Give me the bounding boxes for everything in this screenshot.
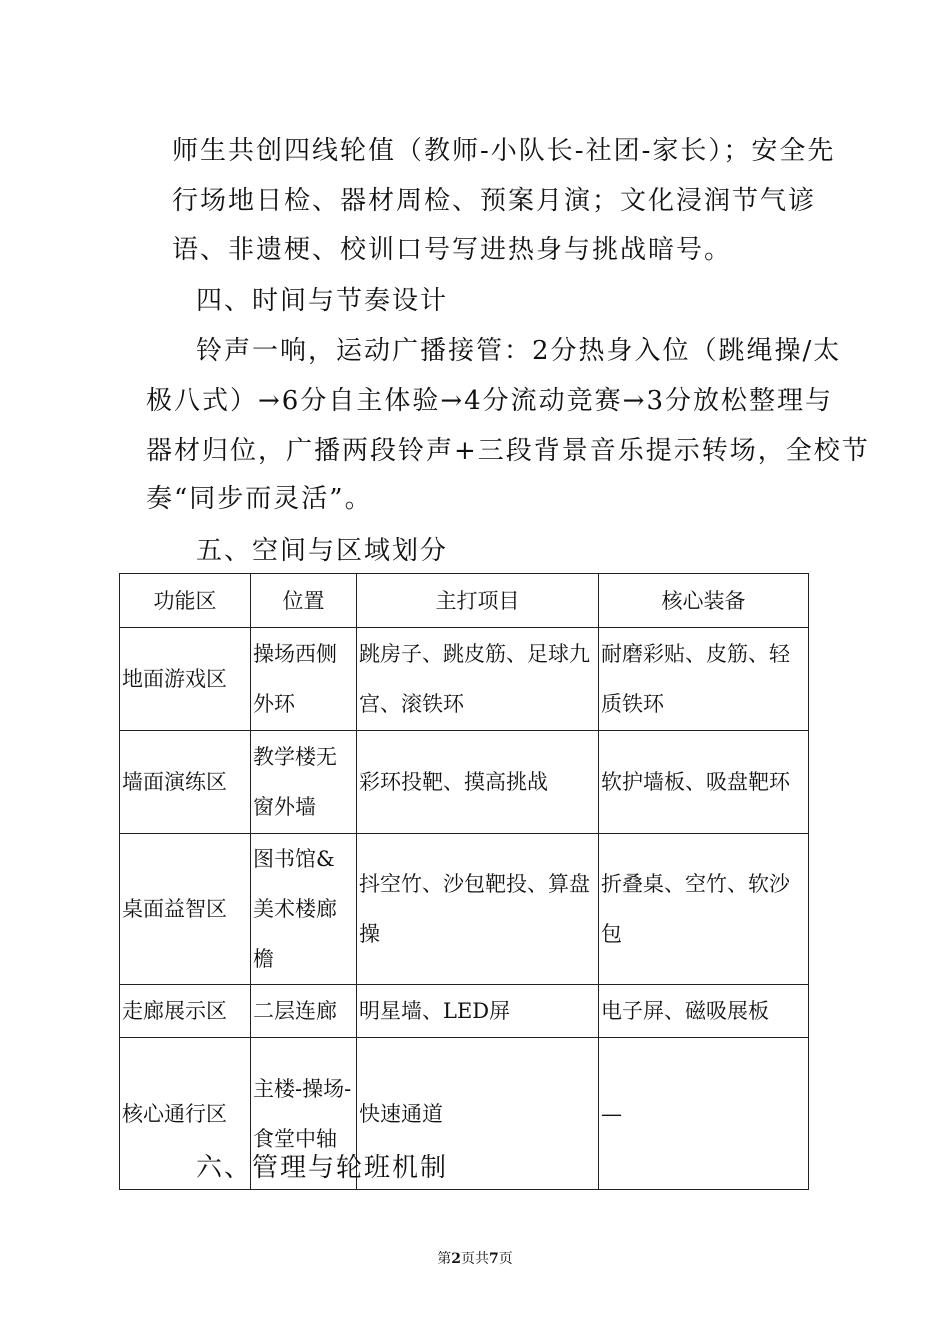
column-header: 核心装备 — [599, 574, 809, 628]
table-cell: 二层连廊 — [251, 985, 357, 1038]
table-cell: 耐磨彩贴、皮筋、轻质铁环 — [599, 628, 809, 731]
table-row — [120, 731, 809, 834]
column-header: 位置 — [251, 574, 357, 628]
column-header: 功能区 — [120, 574, 251, 628]
text-line: 铃声一响，运动广播接管：2分热身入位（跳绳操/太 — [196, 336, 842, 366]
table-cell: 核心通行区 — [120, 1038, 251, 1190]
text-line: 奏“同步而灵活”。 — [146, 484, 373, 514]
page-footer — [0, 1248, 950, 1268]
text-line: 语、非遗梗、校训口号写进热身与挑战暗号。 — [172, 235, 733, 265]
footer-suffix: 页 — [498, 1251, 513, 1267]
table-cell: 墙面演练区 — [120, 731, 251, 834]
table-cell: 明星墙、LED屏 — [357, 985, 599, 1038]
table-cell: 图书馆&美术楼廊檐 — [251, 834, 357, 985]
table-row — [120, 985, 809, 1038]
table-cell: — — [599, 1038, 809, 1190]
table-cell: 软护墙板、吸盘靶环 — [599, 731, 809, 834]
text-line: 师生共创四线轮值（教师-小队长-社团-家长）；安全先 — [172, 136, 836, 166]
text-line: 行场地日检、器材周检、预案月演；文化浸润节气谚 — [172, 186, 817, 216]
table-cell: 操场西侧外环 — [251, 628, 357, 731]
table-cell: 彩环投靶、摸高挑战 — [357, 731, 599, 834]
text-line: 极八式）→6分自主体验→4分流动竞赛→3分放松整理与 — [146, 386, 833, 416]
section-heading-6: 六、管理与轮班机制 — [196, 1153, 449, 1183]
section-heading-5: 五、空间与区域划分 — [196, 536, 449, 566]
table-cell: 地面游戏区 — [120, 628, 251, 731]
table-cell: 折叠桌、空竹、软沙包 — [599, 834, 809, 985]
table-cell: 主楼-操场-食堂中轴 — [251, 1038, 357, 1190]
table-cell: 桌面益智区 — [120, 834, 251, 985]
table-header-row — [120, 574, 809, 628]
table-cell: 快速通道 — [357, 1038, 599, 1190]
column-header: 主打项目 — [357, 574, 599, 628]
table-cell: 跳房子、跳皮筋、足球九宫、滚铁环 — [357, 628, 599, 731]
zone-table — [119, 573, 809, 1190]
table-cell: 教学楼无窗外墙 — [251, 731, 357, 834]
table-row — [120, 834, 809, 985]
table-cell: 抖空竹、沙包靶投、算盘操 — [357, 834, 599, 985]
table-cell: 走廊展示区 — [120, 985, 251, 1038]
table-cell: 电子屏、磁吸展板 — [599, 985, 809, 1038]
page-total: 7 — [489, 1251, 499, 1267]
footer-middle: 页共 — [461, 1251, 489, 1267]
section-heading-4: 四、时间与节奏设计 — [196, 286, 449, 316]
text-line: 器材归位，广播两段铃声+三段背景音乐提示转场，全校节 — [146, 436, 870, 466]
table-row — [120, 628, 809, 731]
page-number: 2 — [451, 1251, 461, 1267]
footer-prefix: 第 — [437, 1251, 452, 1267]
